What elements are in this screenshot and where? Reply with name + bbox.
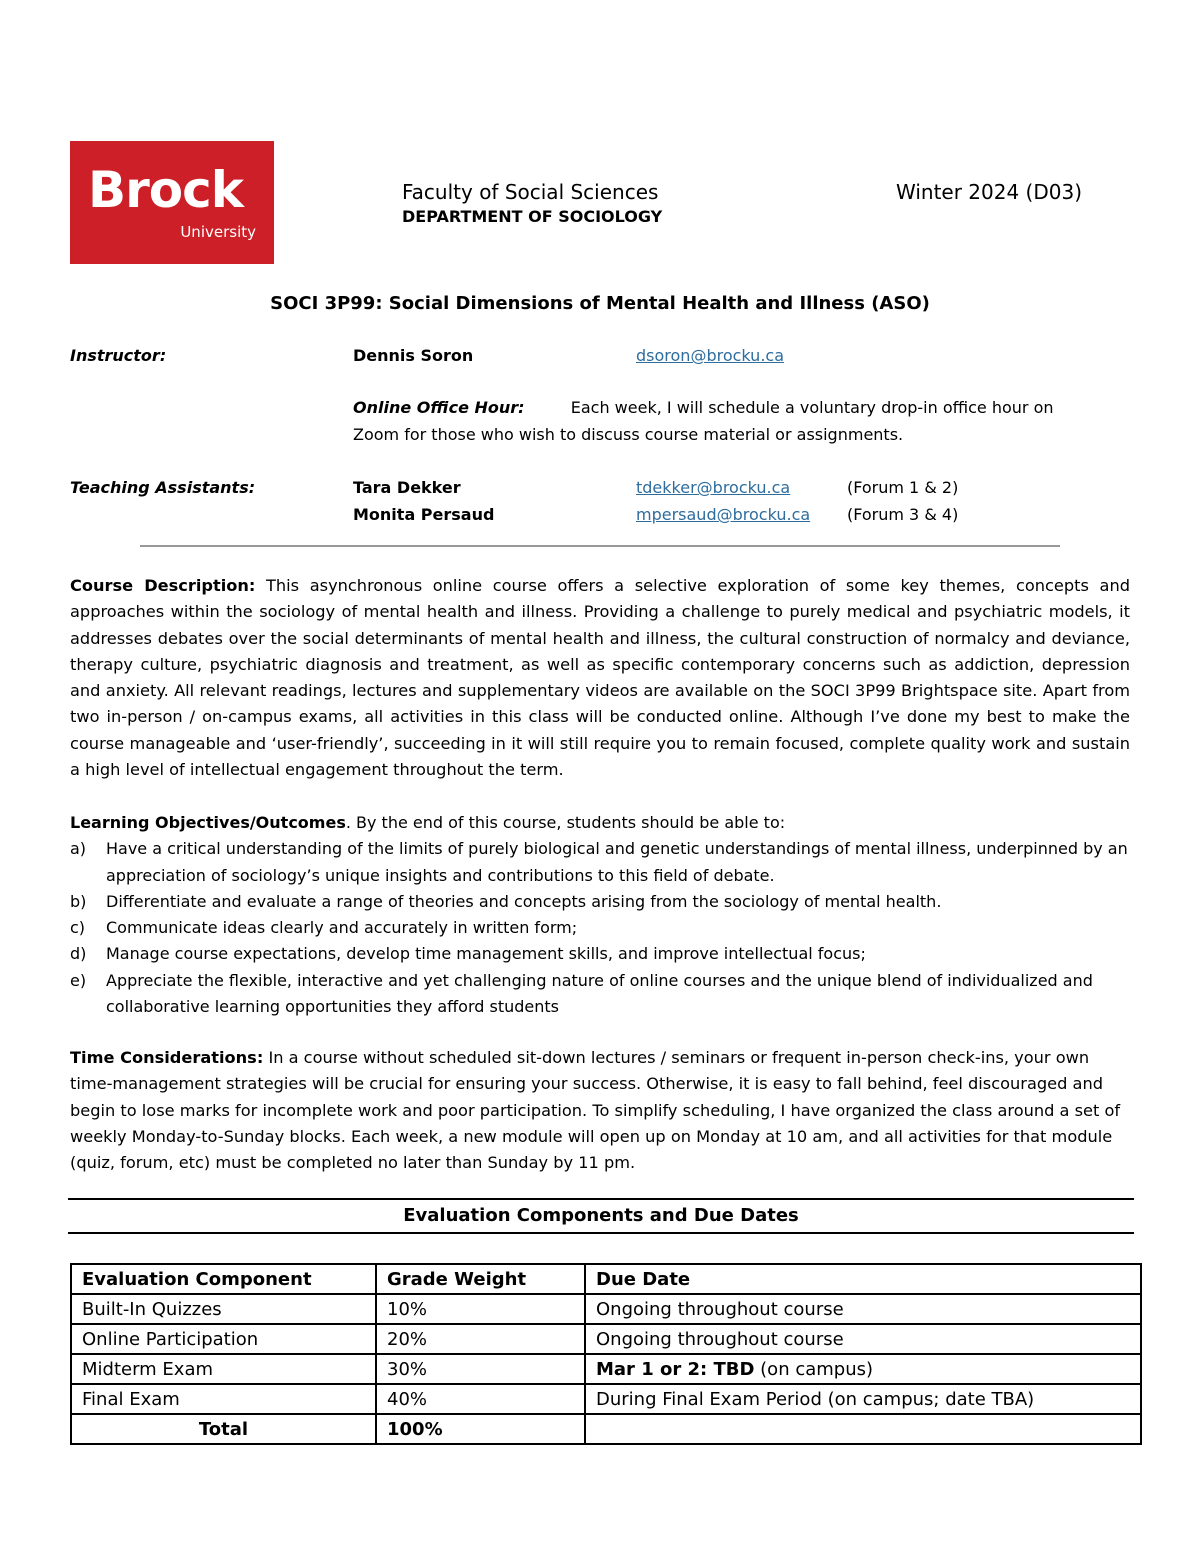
total-label: Total bbox=[71, 1414, 376, 1444]
list-text: Appreciate the flexible, interactive and yet challenging nature of online courses and the unique blend of individualized and collaborative learning opportunities they afford students bbox=[106, 970, 1093, 1017]
list-item bbox=[70, 941, 1130, 967]
column-header: Due Date bbox=[585, 1264, 1141, 1294]
table-total-row bbox=[71, 1414, 1141, 1444]
office-hour-line bbox=[353, 395, 1113, 421]
department-name: DEPARTMENT OF SOCIOLOGY bbox=[402, 207, 663, 226]
total-value: 100% bbox=[376, 1414, 585, 1444]
objectives-heading bbox=[70, 810, 1130, 836]
ta-forum: (Forum 1 & 2) bbox=[847, 478, 959, 497]
list-text: Have a critical understanding of the limits of purely biological and genetic understandings of mental illness, underpinned by an appreciation of sociology’s unique insights and contributions to this field of debate. bbox=[106, 839, 1128, 885]
objectives-label: Learning Objectives/Outcomes bbox=[70, 813, 346, 832]
table-header-row bbox=[71, 1264, 1141, 1294]
weight-cell: 40% bbox=[376, 1384, 585, 1414]
time-considerations bbox=[70, 1045, 1130, 1176]
objectives-intro: . By the end of this course, students should be able to: bbox=[345, 813, 786, 832]
component-cell: Midterm Exam bbox=[71, 1354, 376, 1384]
weight-cell: 30% bbox=[376, 1354, 585, 1384]
list-item bbox=[70, 889, 1130, 915]
brock-university-logo bbox=[70, 141, 274, 264]
list-item bbox=[70, 836, 1130, 889]
list-marker: d) bbox=[70, 944, 87, 964]
column-header: Evaluation Component bbox=[71, 1264, 376, 1294]
course-description-label: Course Description: bbox=[70, 576, 256, 595]
instructor-label: Instructor: bbox=[70, 346, 167, 365]
component-cell: Online Participation bbox=[71, 1324, 376, 1354]
evaluation-bottom-rule bbox=[68, 1232, 1134, 1234]
list-marker: c) bbox=[70, 918, 86, 938]
office-hour-label: Online Office Hour: bbox=[353, 398, 525, 417]
list-text: Communicate ideas clearly and accurately in written form; bbox=[106, 918, 578, 938]
course-description-text: This asynchronous online course offers a selective exploration of some key themes, concepts and approaches within the sociology of mental health and illness. Providing a challenge to purely medical and psychiatric models, it addresses debates over the social determinants of mental health and illness, the cultural construction of normalcy and deviance, therapy culture, psychiatric diagnosis and treatment, as well as specific contemporary concerns such as addiction, depression and anxiety. All relevant readings, lectures and supplementary videos are available on the SOCI 3P99 Brightspace site. Apart from two in-person / on-campus exams, all activities in this class will be conducted online. Although I’ve done my best to make the course manageable and ‘user-friendly’, succeeding in it will still require you to remain focused, complete quality work and sustain a high level of intellectual engagement throughout the term. bbox=[70, 576, 1130, 780]
section-divider bbox=[140, 545, 1060, 547]
time-considerations-label: Time Considerations: bbox=[70, 1048, 264, 1067]
time-considerations-text: In a course without scheduled sit-down lectures / seminars or frequent in-person check-ins, your own time-management strategies will be crucial for ensuring your success. Otherwise, it is easy to fall behind, feel discouraged and begin to lose marks for incomplete work and poor participation. To simplify scheduling, I have organized the class around a set of weekly Monday-to-Sunday blocks. Each week, a new module will open up on Monday at 10 am, and all activities for that module (quiz, forum, etc) must be completed no later than Sunday by 11 pm. bbox=[70, 1048, 1121, 1173]
table-row bbox=[71, 1354, 1141, 1384]
list-marker: a) bbox=[70, 839, 87, 859]
weight-cell: 10% bbox=[376, 1294, 585, 1324]
list-marker: b) bbox=[70, 891, 87, 911]
due-date-cell: Ongoing throughout course bbox=[585, 1294, 1141, 1324]
evaluation-title: Evaluation Components and Due Dates bbox=[403, 1205, 799, 1226]
column-header: Grade Weight bbox=[376, 1264, 585, 1294]
component-cell: Final Exam bbox=[71, 1384, 376, 1414]
table-row bbox=[71, 1384, 1141, 1414]
logo-subtitle: University bbox=[180, 223, 256, 241]
list-item bbox=[70, 968, 1130, 1021]
ta-name: Monita Persaud bbox=[353, 505, 495, 524]
ta-name: Tara Dekker bbox=[353, 478, 461, 497]
list-marker: e) bbox=[70, 970, 87, 990]
course-description bbox=[70, 573, 1130, 783]
office-hour-text-1: Each week, I will schedule a voluntary drop-in office hour on bbox=[570, 398, 1054, 417]
due-date-note: (on campus) bbox=[754, 1358, 874, 1380]
table-row bbox=[71, 1324, 1141, 1354]
logo-wordmark: Brock bbox=[88, 161, 244, 219]
office-hour-text-2: Zoom for those who wish to discuss course material or assignments. bbox=[353, 425, 904, 444]
due-date-cell bbox=[585, 1354, 1141, 1384]
due-date-cell: During Final Exam Period (on campus; date TBA) bbox=[585, 1384, 1141, 1414]
term-label: Winter 2024 (D03) bbox=[896, 180, 1083, 204]
ta-email-link[interactable]: mpersaud@brocku.ca bbox=[636, 505, 811, 524]
due-date-cell: Ongoing throughout course bbox=[585, 1324, 1141, 1354]
list-text: Differentiate and evaluate a range of theories and concepts arising from the sociology of mental health. bbox=[106, 891, 942, 911]
course-title: SOCI 3P99: Social Dimensions of Mental Health and Illness (ASO) bbox=[270, 293, 930, 314]
evaluation-top-rule bbox=[68, 1198, 1134, 1200]
instructor-name: Dennis Soron bbox=[353, 346, 474, 365]
list-item bbox=[70, 915, 1130, 941]
faculty-name: Faculty of Social Sciences bbox=[402, 180, 659, 204]
instructor-email-link[interactable]: dsoron@brocku.ca bbox=[636, 346, 785, 365]
evaluation-table bbox=[70, 1263, 1142, 1445]
due-date-bold: Mar 1 or 2: TBD bbox=[596, 1358, 755, 1380]
weight-cell: 20% bbox=[376, 1324, 585, 1354]
component-cell: Built-In Quizzes bbox=[71, 1294, 376, 1324]
empty-cell bbox=[585, 1414, 1141, 1444]
table-row bbox=[71, 1294, 1141, 1324]
list-text: Manage course expectations, develop time management skills, and improve intellectual focus; bbox=[106, 944, 866, 964]
ta-forum: (Forum 3 & 4) bbox=[847, 505, 959, 524]
ta-email-link[interactable]: tdekker@brocku.ca bbox=[636, 478, 791, 497]
learning-objectives bbox=[70, 810, 1130, 1020]
ta-label: Teaching Assistants: bbox=[70, 478, 256, 497]
